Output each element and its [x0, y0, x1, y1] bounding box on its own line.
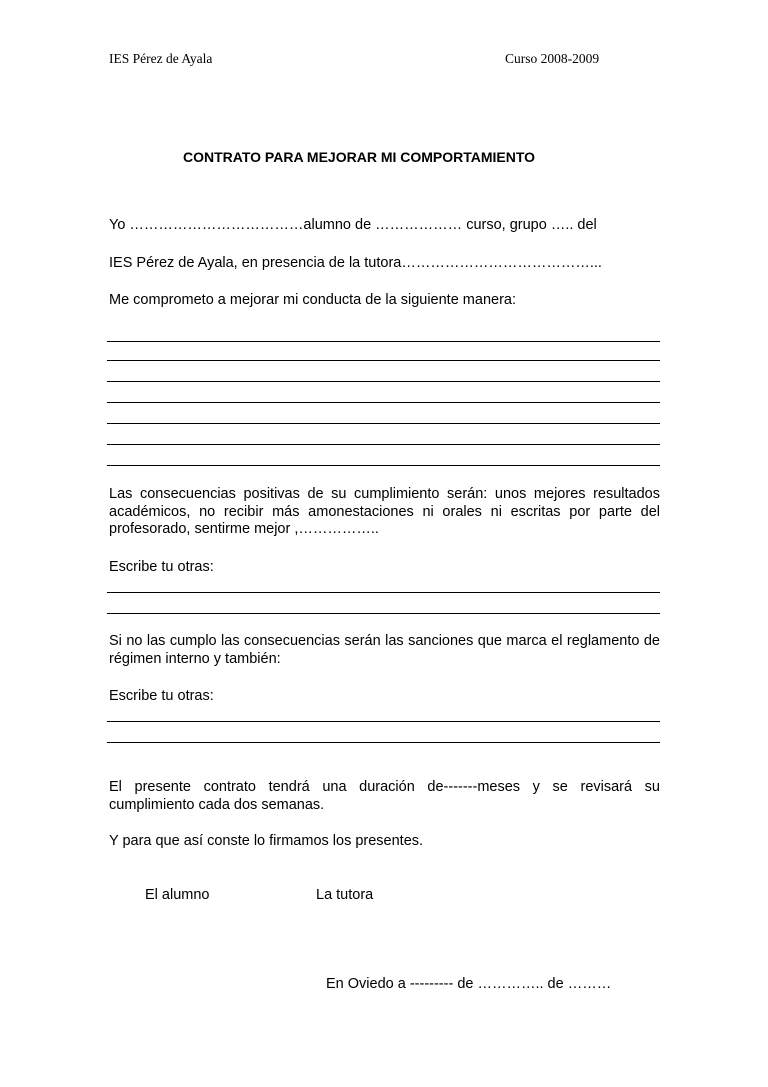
answer-line [107, 423, 660, 424]
answer-line [107, 381, 660, 382]
school-tutor-line: IES Pérez de Ayala, en presencia de la tutora…………………………………... [109, 255, 602, 271]
answer-line [107, 721, 660, 722]
answer-line [107, 341, 660, 342]
document-title: CONTRATO PARA MEJORAR MI COMPORTAMIENTO [183, 149, 536, 165]
student-line: Yo ………………………………alumno de ……………… curso, grupo ….. del [109, 217, 597, 233]
commitment-text: Me comprometo a mejorar mi conducta de la siguiente manera: [109, 292, 516, 308]
header-school: IES Pérez de Ayala [109, 51, 213, 66]
write-others-label: Escribe tu otras: [109, 559, 214, 575]
student-signature-label: El alumno [145, 887, 210, 903]
place-date-line: En Oviedo a --------- de ………….. de ……… [326, 976, 612, 992]
answer-line [107, 465, 660, 466]
negative-consequences-paragraph: Si no las cumplo las consecuencias serán las sanciones que marca el reglamento de régimen interno y también: [109, 633, 660, 667]
write-others-label: Escribe tu otras: [109, 688, 214, 704]
answer-line [107, 742, 660, 743]
header-course: Curso 2008-2009 [505, 51, 600, 66]
answer-line [107, 402, 660, 403]
answer-line [107, 613, 660, 614]
answer-line [107, 592, 660, 593]
tutor-signature-label: La tutora [316, 887, 374, 903]
answer-line [107, 360, 660, 361]
closing-text: Y para que así conste lo firmamos los presentes. [109, 833, 424, 849]
answer-line [107, 444, 660, 445]
positive-consequences-paragraph: Las consecuencias positivas de su cumplimiento serán: unos mejores resultados académicos, no recibir más amonestaciones ni orales ni escritas por parte del profesorado, sentirme mejor ,…………….. [109, 486, 660, 537]
duration-paragraph: El presente contrato tendrá una duración de-------meses y se revisará su cumplimiento cada dos semanas. [109, 779, 660, 813]
